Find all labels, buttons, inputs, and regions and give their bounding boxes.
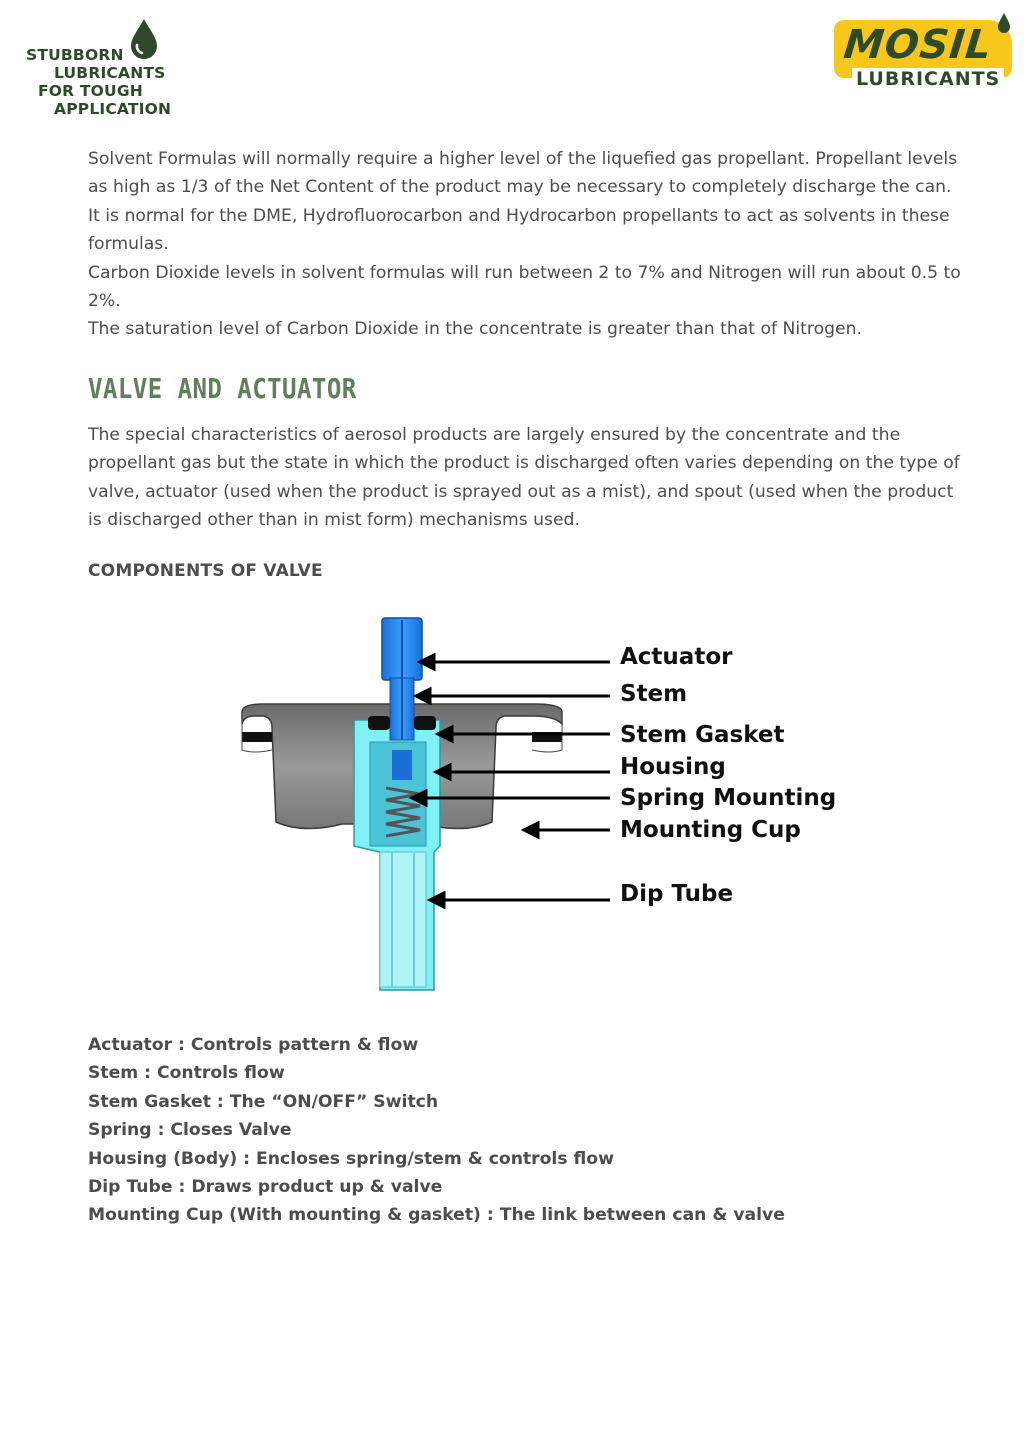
definition-item: Mounting Cup (With mounting & gasket) : The link between can & valve [88, 1205, 785, 1226]
definition-item: Stem : Controls flow [88, 1063, 285, 1084]
tagline-line: APPLICATION [54, 100, 172, 118]
label-stem: Stem [620, 681, 688, 707]
logo-tagline [26, 46, 171, 118]
tagline-line: FOR TOUGH [38, 82, 143, 100]
label-actuator: Actuator [620, 644, 733, 670]
definition-item: Housing (Body) : Encloses spring/stem & controls flow [88, 1148, 614, 1169]
solvent-formulas-text [88, 145, 968, 344]
valve-diagram [234, 612, 837, 992]
definition-item: Spring : Closes Valve [88, 1120, 292, 1141]
mosil-lubricants-logo [834, 12, 1014, 98]
label-spring-mounting: Spring Mounting [620, 785, 837, 811]
components-heading: COMPONENTS OF VALVE [88, 561, 323, 581]
paragraph: Solvent Formulas will normally require a higher level of the liquefied gas propellant. Propellant levels as high as 1/3 of the Net Content of the product may be necessary to completely discharge the can. It is normal for the DME, Hydrofluorocarbon and Hydrocarbon propellants to act as solvents in these formulas. [88, 149, 958, 255]
stubborn-lubricants-logo [26, 18, 186, 122]
section-intro [88, 421, 968, 535]
definition-item: Stem Gasket : The “ON/OFF” Switch [88, 1091, 439, 1112]
label-mounting-cup: Mounting Cup [620, 817, 801, 843]
dip-tube-shape [380, 852, 426, 987]
section-heading: VALVE AND ACTUATOR [88, 372, 357, 405]
label-dip-tube: Dip Tube [620, 881, 734, 907]
oil-drop-icon [996, 12, 1012, 34]
paragraph: The saturation level of Carbon Dioxide in the concentrate is greater than that of Nitrogen. [88, 319, 862, 340]
component-definitions [88, 1031, 968, 1230]
logo-sub-text: LUBRICANTS [852, 68, 1004, 90]
definition-item: Dip Tube : Draws product up & valve [88, 1177, 443, 1198]
label-stem-gasket: Stem Gasket [620, 722, 785, 748]
definition-item: Actuator : Controls pattern & flow [88, 1035, 419, 1055]
tagline-line: LUBRICANTS [54, 64, 166, 82]
label-housing: Housing [620, 754, 726, 780]
logo-brand-text: MOSIL [841, 22, 995, 68]
paragraph: The special characteristics of aerosol products are largely ensured by the concentrate and the propellant gas but the state in which the product is discharged often varies depending on the type of valve, actuator (used when the product is sprayed out as a mist), and spout (used when the product is discharged other than in mist form) mechanisms used. [88, 425, 960, 531]
paragraph: Carbon Dioxide levels in solvent formulas will run between 2 to 7% and Nitrogen will run about 0.5 to 2%. [88, 262, 961, 312]
tagline-line: STUBBORN [26, 46, 124, 64]
